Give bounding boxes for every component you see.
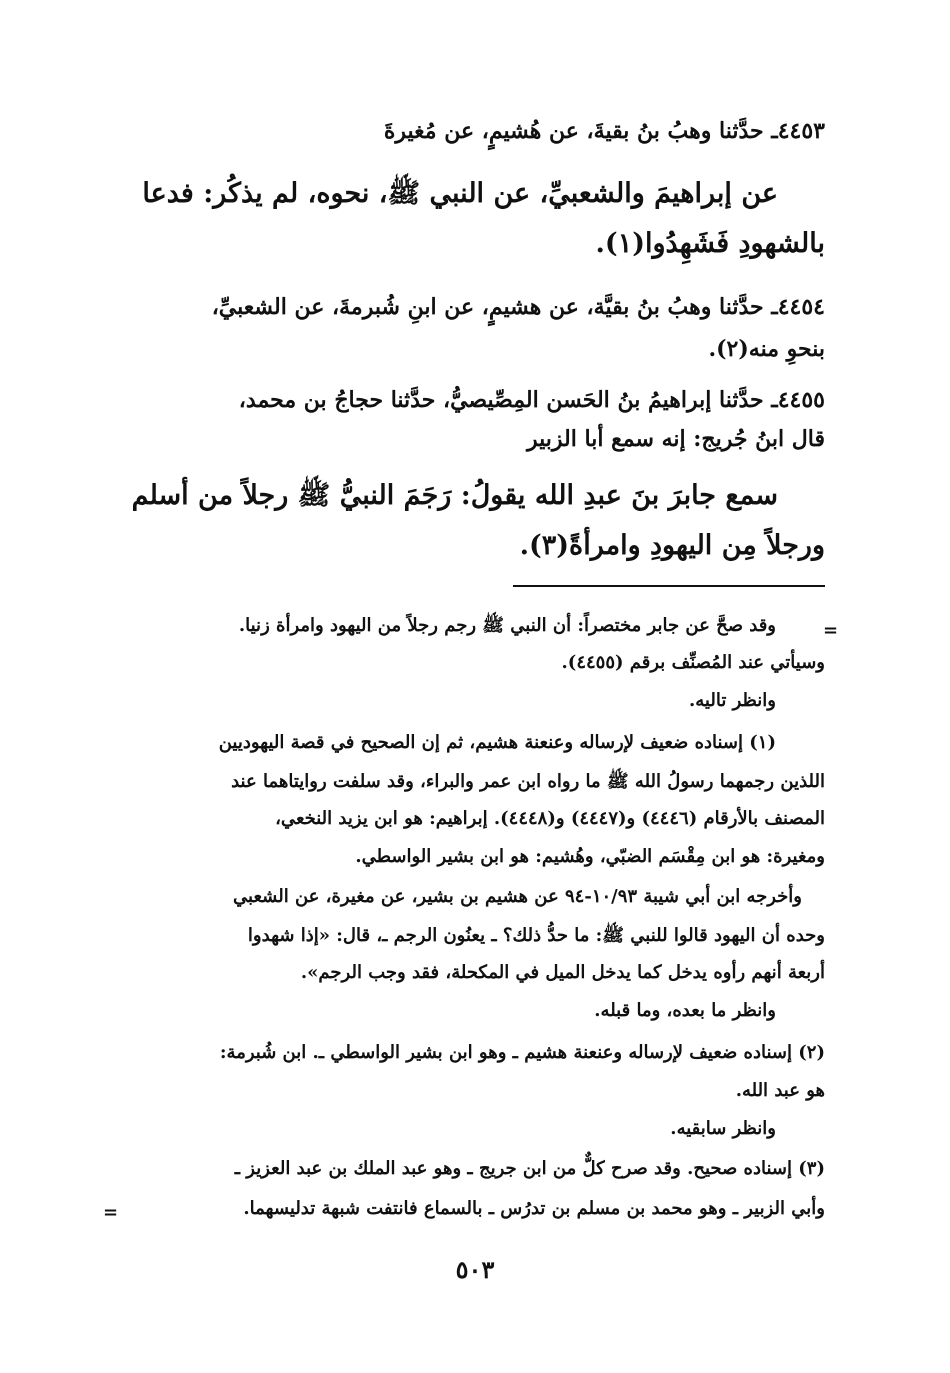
footnote-1-line5: وأخرجه ابن أبي شيبة ١٠/٩٣-٩٤ عن هشيم بن بشير، عن مغيرة، عن الشعبي — [233, 886, 802, 907]
page-number: ٥٠٣ — [455, 1255, 495, 1284]
footnote-1-line8: وانظر ما بعده، وما قبله. — [594, 1000, 776, 1021]
footnote-continued-line3: وانظر تاليه. — [689, 690, 776, 711]
footnote-separator — [513, 585, 825, 587]
hadith-4453-matn-line2: بالشهودِ فَشَهِدُوا(١). — [595, 228, 825, 259]
footnote-2-line1: (٢) إسناده ضعيف لإرساله وعنعنة هشيم ـ وهو ابن بشير الواسطي ـ. ابن شُبرمة: — [219, 1042, 825, 1063]
footnote-1-line4: ومغيرة: هو ابن مِقْسَم الضبّي، وهُشيم: هو ابن بشير الواسطي. — [355, 846, 825, 867]
hadith-4455-isnad-line2: قال ابنُ جُريج: إنه سمع أبا الزبير — [526, 426, 825, 452]
footnote-3-line2: وأبي الزبير ـ وهو محمد بن مسلم بن تدرُس ـ بالسماع فانتفت شبهة تدليسهما. — [243, 1198, 825, 1219]
footnote-1-line1: (١) إسناده ضعيف لإرساله وعنعنة هشيم، ثم إن الصحيح في قصة اليهوديين — [218, 732, 776, 753]
footnote-2-line3: وانظر سابقيه. — [670, 1118, 776, 1139]
hadith-4455-isnad-line1: ٤٤٥٥ـ حدَّثنا إبراهيمُ بنُ الحَسن المِصِّيصيُّ، حدَّثنا حجاجُ بن محمد، — [238, 387, 825, 413]
hadith-4453-isnad: ٤٤٥٣ـ حدَّثنا وهبُ بنُ بقيةَ، عن هُشيمٍ، عن مُغيرةَ — [383, 118, 825, 144]
footnote-1-line6: وحده أن اليهود قالوا للنبي ﷺ: ما حدُّ ذلك؟ ـ يعنُون الرجم ـ، قال: «إذا شهدوا — [247, 925, 825, 946]
footnote-2-line2: هو عبد الله. — [735, 1080, 825, 1101]
hadith-4454-isnad-line2: بنحوِ منه(٢). — [708, 336, 825, 362]
hadith-4453-matn-line1: عن إبراهيمَ والشعبيِّ، عن النبي ﷺ، نحوه، لم يذكُر: فدعا — [142, 178, 778, 209]
footnote-1-line7: أربعة أنهم رأوه يدخل كما يدخل الميل في المكحلة، فقد وجب الرجم». — [300, 962, 825, 983]
continuation-mark-bottom: = — [103, 1202, 119, 1223]
footnote-continued-line2: وسيأتي عند المُصنِّف برقم (٤٤٥٥). — [561, 652, 825, 673]
footnote-1-line2: اللذين رجمهما رسولُ الله ﷺ ما رواه ابن عمر والبراء، وقد سلفت روايتاهما عند — [231, 771, 825, 792]
footnote-3-line1: (٣) إسناده صحيح. وقد صرح كلٌّ من ابن جريج ـ وهو عبد الملك بن عبد العزيز ـ — [234, 1158, 825, 1179]
continuation-mark-top: = — [823, 620, 839, 641]
footnote-continued-line1: وقد صحَّ عن جابر مختصراً: أن النبي ﷺ رجم رجلاً من اليهود وامرأة زنيا. — [238, 615, 776, 636]
hadith-4454-isnad-line1: ٤٤٥٤ـ حدَّثنا وهبُ بنُ بقيَّة، عن هشيمٍ، عن ابنِ شُبرمةَ، عن الشعبيِّ، — [211, 294, 825, 320]
footnote-1-line3: المصنف بالأرقام (٤٤٤٦) و(٤٤٤٧) و(٤٤٤٨). إبراهيم: هو ابن يزيد النخعي، — [275, 808, 825, 829]
hadith-4455-matn-line1: سمع جابرَ بنَ عبدِ الله يقولُ: رَجَمَ النبيُّ ﷺ رجلاً من أسلم — [131, 480, 778, 511]
hadith-4455-matn-line2: ورجلاً مِن اليهودِ وامرأةً(٣). — [519, 530, 825, 561]
